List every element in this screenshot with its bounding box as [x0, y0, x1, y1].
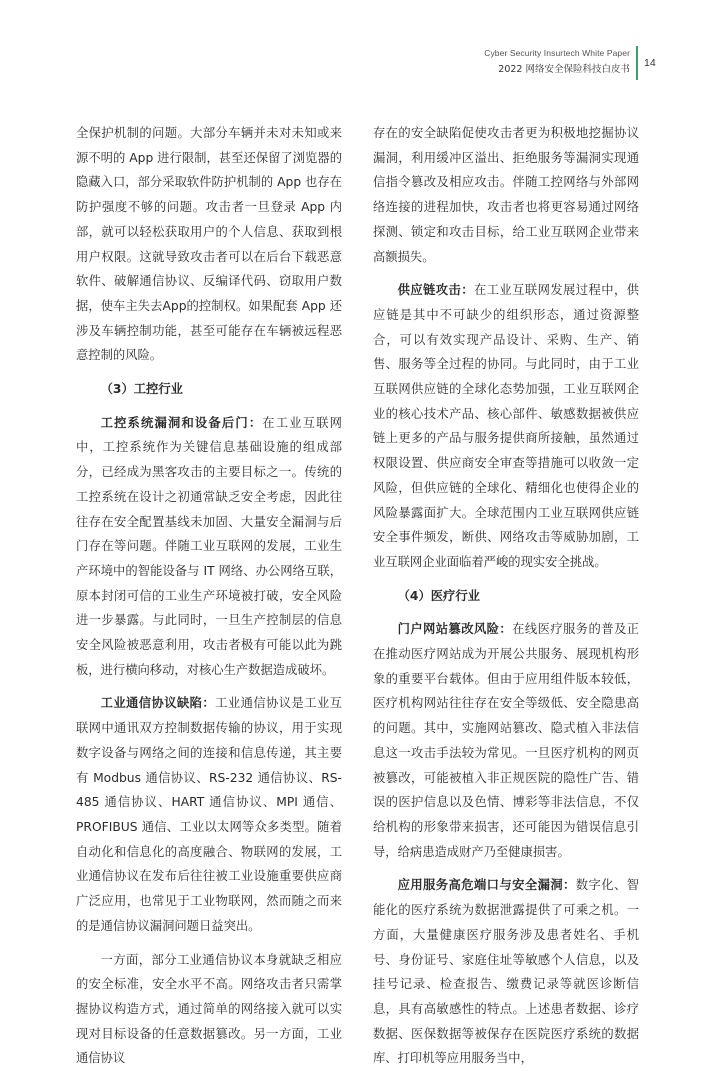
right-paragraph-1: 存在的安全缺陷促使攻击者更为积极地挖掘协议漏洞，利用缓冲区溢出、拒绝服务等漏洞实现通信指令篡改及相应攻击。伴随工控网络与外部网络连接的进程加快，攻击者也将更容易通过网络探测、锁定和攻击目标，给工业互联网企业带来高额损失。: [373, 121, 639, 269]
paragraph-body: 在工业互联网中，工控系统作为关键信息基础设施的组成部分，已经成为黑客攻击的主要目标之一。传统的工控系统在设计之初通常缺乏安全考虑，因此往往存在安全配置基线未加固、大量安全漏洞与后门存在等问题。伴随工业互联网的发展，工业生产环境中的智能设备与 IT 网络、办公网络互联，原本封闭可信的工业生产环境被打破，安全风险进一步暴露。与此同时，一旦生产控制层的信息安全风险被恶意利用，攻击者极有可能以此为跳板，进行横向移动，对核心生产数据造成破坏。: [76, 416, 342, 677]
paragraph-keyword: 门户网站篡改风险：: [398, 622, 513, 636]
right-paragraph-2: [373, 278, 639, 574]
paragraph-keyword: 工控系统漏洞和设备后门：: [101, 416, 263, 430]
paragraph-body: 数字化、智能化的医疗系统为数据泄露提供了可乘之机。一方面，大量健康医疗服务涉及患者姓名、手机号、身份证号、家庭住址等敏感个人信息，以及挂号记录、检查报告、缴费记录等就医诊断信息，具有高敏感性的特点。上述患者数据、诊疗数据、医保数据等被保存在医院医疗系统的数据库、打印机等应用服务当中，: [373, 878, 639, 1065]
header-divider: [636, 46, 638, 80]
page-header: [484, 48, 630, 75]
left-paragraph-4: 一方面，部分工业通信协议本身就缺乏相应的安全标准，安全水平不高。网络攻击者只需掌握协议构造方式，通过简单的网络接入就可以实现对目标设备的任意数据篡改。另一方面，工业通信协议: [76, 948, 342, 1071]
paragraph-body: 在工业互联网发展过程中，供应链是其中不可缺少的组织形态，通过资源整合，可以有效实现产品设计、采购、生产、销售、服务等全过程的协同。与此同时，由于工业互联网供应链的全球化态势加强，工业互联网企业的核心技术产品、核心部件、敏感数据被供应链上更多的产品与服务提供商所接触，虽然通过权限设置、供应商安全审查等措施可以收敛一定风险，但供应链的全球化、精细化也使得企业的风险暴露面扩大。全球范围内工业互联网供应链安全事件频发，断供、网络攻击等威胁加剧，工业互联网企业面临着严峻的现实安全挑战。: [373, 283, 639, 569]
header-title-cn: 2022 网络安全保险科技白皮书: [484, 61, 630, 75]
paragraph-keyword: 应用服务高危端口与安全漏洞：: [398, 878, 576, 892]
left-paragraph-1: 全保护机制的问题。大部分车辆并未对未知或来源不明的 App 进行限制，甚至还保留了浏览器的隐藏入口，部分采取软件防护机制的 App 也存在防护强度不够的问题。攻击者一旦登录 App 内部，就可以轻松获取用户的个人信息、获取到根用户权限。这就导致攻击者可以在后台下载恶意软件、破解通信协议、反编译代码、窃取用户数据，使车主失去App的控制权。如果配套 App 还涉及车辆控制功能，甚至可能存在车辆被远程恶意控制的风险。: [76, 121, 342, 368]
section-heading-medical: （4）医疗行业: [373, 584, 639, 609]
paragraph-keyword: 工业通信协议缺陷：: [101, 696, 216, 710]
left-paragraph-3: [76, 691, 342, 938]
paragraph-body: 在线医疗服务的普及正在推动医疗网站成为开展公共服务、展现机构形象的重要平台载体。但由于应用组件版本较低，医疗机构网站往往存在安全等级低、安全隐患高的问题。其中，实施网站篡改、隐式植入非法信息这一攻击手法较为常见。一旦医疗机构的网页被篡改，可能被植入非正规医院的隐性广告、错误的医护信息以及色情、博彩等非法信息，不仅给机构的形象带来损害，还可能因为错误信息引导，给病患造成财产乃至健康损害。: [373, 622, 639, 858]
header-title-en: Cyber Security Insurtech White Paper: [484, 48, 630, 58]
left-column: [76, 121, 342, 1071]
paragraph-body: 工业通信协议是工业互联网中通讯双方控制数据传输的协议，用于实现数字设备与网络之间的连接和信息传递，其主要有 Modbus 通信协议、RS-232 通信协议、RS-485 通信协议、HART 通信协议、MPI 通信、PROFIBUS 通信、工业以太网等众多类型。随着自动化和信息化的高度融合、物联网的发展，工业通信协议在发布后往往被工业设施重要供应商广泛应用，也常见于工业物联网，然而随之而来的是通信协议漏洞问题日益突出。: [76, 696, 342, 932]
left-paragraph-2: [76, 411, 342, 683]
page-number: 14: [644, 57, 656, 69]
section-heading-industrial-control: （3）工控行业: [76, 377, 342, 402]
right-paragraph-3: [373, 617, 639, 864]
right-paragraph-4: [373, 873, 639, 1071]
right-column: [373, 121, 639, 1071]
paragraph-keyword: 供应链攻击：: [398, 283, 474, 297]
